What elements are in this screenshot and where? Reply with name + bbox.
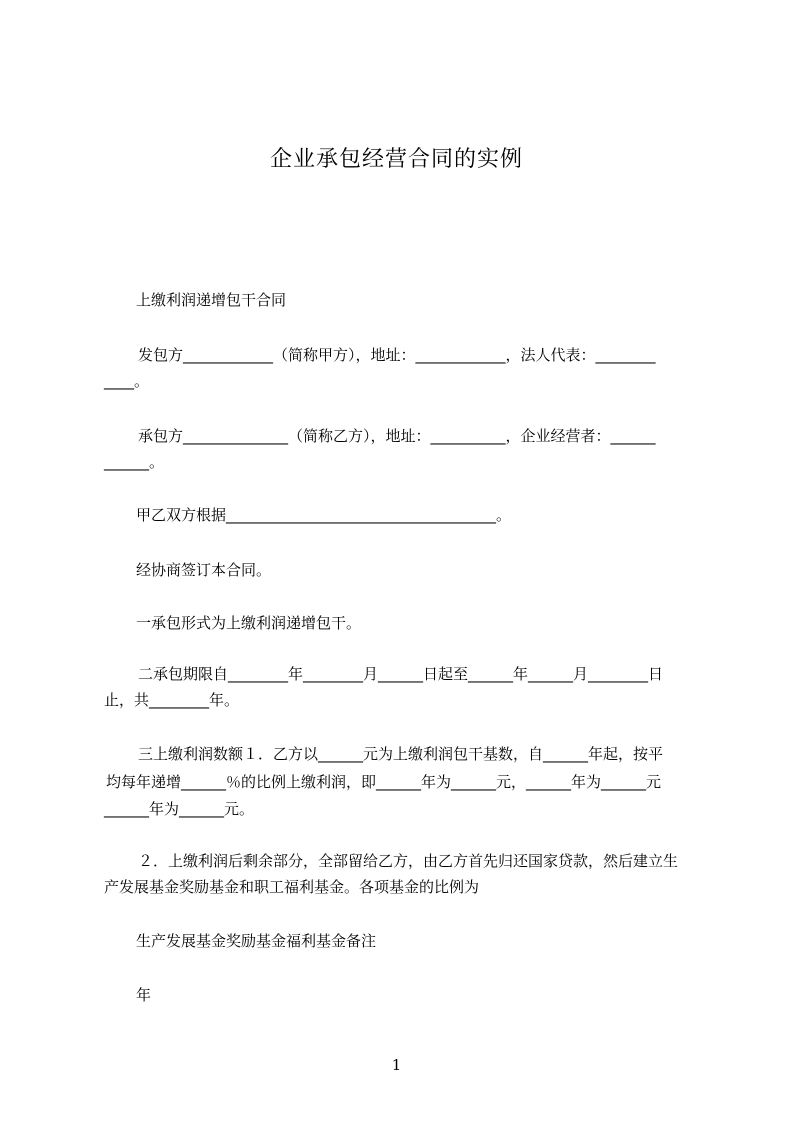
paragraph-line: 年 (136, 986, 152, 1004)
contract-subtitle: 上缴利润递增包干合同 (136, 291, 287, 309)
paragraph-line: 生产发展基金奖励基金福利基金备注 (136, 932, 377, 950)
paragraph-line: 承包方______________（简称乙方），地址：__________，企业经营者：______ (138, 427, 656, 445)
paragraph-line: ______。 (104, 453, 165, 471)
page-number: 1 (391, 1056, 402, 1074)
paragraph-line: 经协商签订本合同。 (136, 561, 272, 579)
paragraph-line: 一承包形式为上缴利润递增包干。 (136, 614, 362, 632)
paragraph-line: 二承包期限自________年________月______日起至______年______月________日 (138, 665, 664, 683)
paragraph-line: ____。 (104, 372, 150, 390)
paragraph-line: ２．上缴利润后剩余部分，全部留给乙方，由乙方首先归还国家贷款，然后建立生 (138, 852, 679, 870)
paragraph-line: 止，共________年。 (104, 691, 240, 709)
paragraph-line: 甲乙双方根据____________________________________。 (136, 506, 512, 524)
paragraph-line: 产发展基金奖励基金和职工福利基金。各项基金的比例为 (104, 878, 480, 896)
paragraph-line: ______年为______元。 (104, 800, 255, 818)
paragraph-line: 均每年递增______％的比例上缴利润，即______年为______元，______年为______元 (106, 773, 662, 791)
document-title: 企业承包经营合同的实例 (269, 147, 523, 172)
paragraph-line: 发包方____________（简称甲方），地址：____________，法人代表：________ (138, 346, 656, 364)
paragraph-line: 三上缴利润数额１．乙方以______元为上缴利润包干基数，自______年起，按平 (138, 745, 664, 763)
